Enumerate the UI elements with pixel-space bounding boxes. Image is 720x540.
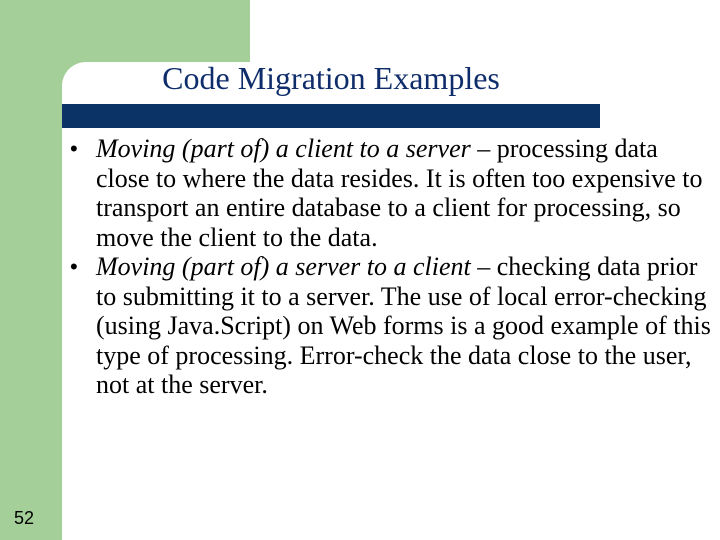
slide-title: Code Migration Examples (162, 60, 500, 96)
bullet-lead: Moving (part of) a server to a client – (96, 252, 491, 281)
bullet-item (70, 252, 714, 400)
bullet-text: processing data close to where the data resides. It is often too expensive to transport an entire database to a client for processing, so move the client to the data. (96, 134, 703, 252)
bullet-icon: • (70, 136, 78, 161)
title-underline-bar (62, 104, 600, 128)
bullet-icon: • (70, 254, 78, 279)
bullet-text: checking data prior to submitting it to a server. The use of local error-checking (using Java.Script) on Web forms is a good example of this type of processing. Error-check the data close to the user, not at the server. (96, 252, 711, 399)
bullet-list (70, 134, 714, 400)
bullet-item (70, 134, 714, 252)
slide-number: 52 (14, 508, 35, 528)
bullet-lead: Moving (part of) a client to a server – (96, 134, 491, 163)
